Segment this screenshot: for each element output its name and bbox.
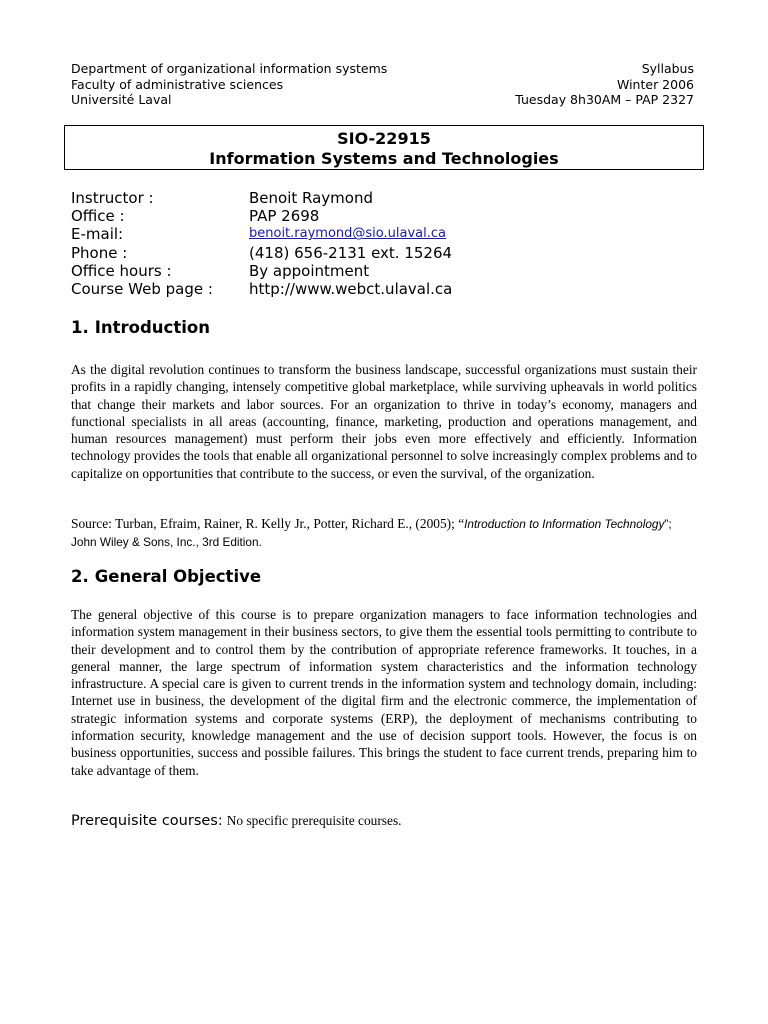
info-label: Office hours : bbox=[71, 261, 172, 280]
info-label: Phone : bbox=[71, 243, 128, 262]
section-title: General Objective bbox=[94, 567, 262, 586]
header-left bbox=[71, 61, 387, 108]
introduction-paragraph: As the digital revolution continues to transform the business landscape, successful organizations must sustain their profits in a rapidly changing, intensely competitive global marketplace, while surviving upheavals in world politics that change their markets and labor sources. For an organization to thrive in today’s economy, managers and functional specialists in all areas (accounting, finance, marketing, production and operations management, and human resources management) must perform their jobs even more effectively and efficiently. Information technology provides the tools that enable all organizational personnel to solve increasingly complex problems and to capitalize on opportunities that contribute to the success, or even the survival, of the organization. bbox=[71, 362, 697, 481]
schedule: Tuesday 8h30AM – PAP 2327 bbox=[515, 92, 694, 107]
prerequisites bbox=[71, 812, 402, 830]
instructor-name: Benoit Raymond bbox=[249, 189, 373, 207]
citation-suffix: ”; John Wiley & Sons, Inc., 3rd Edition. bbox=[71, 517, 672, 549]
header-right bbox=[515, 61, 694, 108]
info-row-office-hours bbox=[71, 262, 701, 280]
info-row-email bbox=[71, 225, 701, 243]
document-type: Syllabus bbox=[641, 61, 694, 76]
course-title: Information Systems and Technologies bbox=[209, 149, 559, 168]
citation-book-title: Introduction to Information Technology bbox=[464, 517, 665, 531]
email-link[interactable]: benoit.raymond@sio.ulaval.ca bbox=[249, 226, 446, 242]
university-name: Université Laval bbox=[71, 92, 172, 107]
phone-value: (418) 656-2131 ext. 15264 bbox=[249, 243, 453, 262]
document-header bbox=[71, 61, 694, 108]
objective-paragraph: The general objective of this course is to prepare organization managers to face information technologies and information system management in their business sectors, to give them the essential tools permitting to contribute to their development and to control them by the contribution of appropriate reference frameworks. It touches, in a general manner, the large spectrum of information system characteristics and the information technology infrastructure. A special care is given to current trends in the information system and technology domain, including: Internet use in business, the development of the digital firm and the electronic commerce, the implementation of strategic information systems and corporate systems (ERP), the deployment of mechanisms contributing to information security, knowledge management and the use of decision support tools. However, the focus is on business opportunities, success and possible failures. This brings the student to face current trends, preparing him to take advantage of them. bbox=[71, 607, 697, 778]
section-heading-introduction bbox=[71, 318, 210, 337]
section-number: 1. bbox=[71, 318, 89, 337]
course-code: SIO-22915 bbox=[337, 129, 431, 148]
section-number: 2. bbox=[71, 567, 89, 586]
office-value: PAP 2698 bbox=[249, 207, 320, 226]
info-label: Course Web page : bbox=[71, 279, 213, 298]
course-title-box bbox=[64, 125, 704, 170]
faculty-name: Faculty of administrative sciences bbox=[71, 76, 284, 92]
office-hours-value: By appointment bbox=[249, 261, 370, 280]
section-title: Introduction bbox=[94, 318, 210, 337]
info-row-instructor bbox=[71, 189, 701, 207]
instructor-info bbox=[71, 189, 701, 298]
info-label: Instructor : bbox=[71, 189, 154, 207]
department-name: Department of organizational information systems bbox=[71, 61, 388, 76]
prerequisites-label: Prerequisite courses: bbox=[71, 813, 223, 829]
prerequisites-text: No specific prerequisite courses. bbox=[226, 813, 402, 828]
web-page-value: http://www.webct.ulaval.ca bbox=[249, 279, 453, 298]
info-row-web-page bbox=[71, 280, 701, 298]
info-label: E-mail: bbox=[71, 225, 124, 244]
citation-prefix: Source: Turban, Efraim, Rainer, R. Kelly Jr., Potter, Richard E., (2005); “ bbox=[71, 516, 465, 531]
info-row-office bbox=[71, 207, 701, 225]
info-label: Office : bbox=[71, 207, 125, 226]
source-citation bbox=[71, 515, 697, 551]
section-heading-general-objective bbox=[71, 567, 261, 586]
term: Winter 2006 bbox=[617, 76, 694, 92]
info-row-phone bbox=[71, 244, 701, 262]
